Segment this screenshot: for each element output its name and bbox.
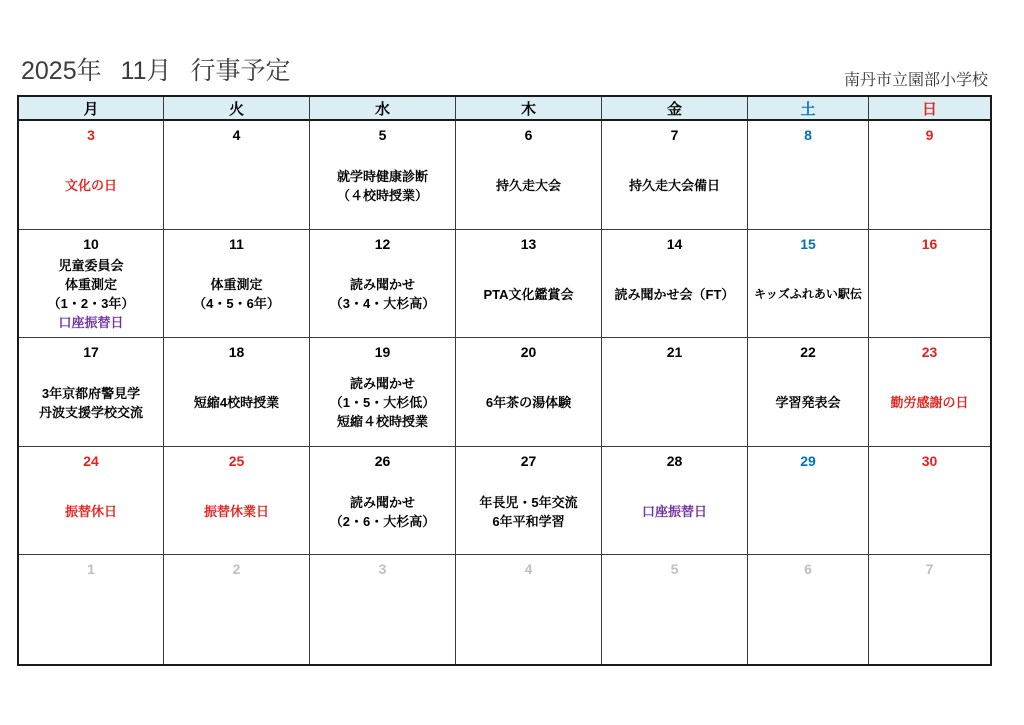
event-text: 短縮4校時授業 [193,395,280,411]
day-cell-next-month [164,555,310,664]
day-events [602,147,747,229]
day-cell [869,230,990,339]
day-number: 17 [83,344,99,361]
day-number: 6 [524,127,533,143]
day-events [602,364,747,446]
page-title: 2025年 11月 行事予定 [21,57,291,85]
weekday-label: 月 [83,100,99,118]
day-cell [19,121,164,230]
event-text: （3・4・大杉高） [329,296,436,312]
day-number: 11 [229,235,244,252]
day-cell [164,121,310,230]
event-text: 口座振替日 [58,315,124,331]
weekday-header-mon [19,97,164,121]
weekday-label: 水 [374,100,390,118]
day-events [456,581,601,664]
day-events [310,581,455,664]
day-events [748,581,868,664]
event-text: 読み聞かせ [349,277,415,293]
day-cell [602,230,748,339]
event-text: （４校時授業） [336,187,428,203]
day-number: 1 [87,561,95,578]
day-cell [456,121,602,230]
event-text: 短縮４校時授業 [336,414,428,430]
weekday-label: 金 [666,100,682,118]
day-cell-next-month [748,555,869,664]
day-cell [164,230,310,339]
day-events [748,147,868,229]
day-events [602,473,747,555]
event-text: 6年平和学習 [492,513,565,529]
event-text: （1・2・3年） [47,296,135,312]
day-number: 6 [804,561,812,578]
day-events [164,147,309,229]
day-events [748,473,868,555]
day-number: 4 [232,127,241,143]
day-cell [869,447,990,556]
day-number: 15 [800,235,816,252]
event-text: （4・5・6年） [193,296,280,312]
day-cell [602,447,748,556]
day-cell [164,447,310,556]
day-events [19,147,163,229]
event-text: 学習発表会 [775,395,841,411]
event-text: 3年京都府警見学 [41,385,141,401]
weekday-label: 火 [228,100,244,118]
day-events [456,147,601,229]
day-number: 13 [520,235,537,252]
day-number: 28 [666,452,683,469]
day-cell-next-month [869,555,990,664]
day-cell [748,447,869,556]
day-number: 19 [374,344,391,361]
day-number: 7 [925,561,934,578]
day-number: 5 [670,561,679,578]
event-text: 丹波支援学校交流 [38,404,143,420]
day-cell [869,338,990,447]
day-cell [748,338,869,447]
day-cell-next-month [19,555,164,664]
weekday-label: 日 [921,100,937,118]
weekday-header-fri [602,97,748,121]
day-events [456,364,601,446]
day-number: 14 [666,235,683,252]
event-text: （1・5・大杉低） [329,395,436,411]
event-text: （2・6・大杉高） [329,513,436,529]
day-number: 20 [520,344,537,361]
event-text: 体重測定 [64,277,117,293]
event-text: 読み聞かせ [349,494,415,510]
day-cell [869,121,990,230]
day-events [748,256,868,338]
event-text: PTA文化鑑賞会 [483,286,574,302]
day-events [602,256,747,338]
day-number: 26 [374,452,391,469]
day-number: 18 [228,344,245,361]
event-text: 体重測定 [210,277,263,293]
day-events [19,473,163,555]
day-events [602,581,747,664]
day-number: 27 [520,452,537,469]
day-events [456,473,601,555]
day-cell [19,338,164,447]
day-cell-next-month [310,555,456,664]
day-events [19,256,163,338]
day-number: 10 [83,235,99,252]
school-name: 南丹市立園部小学校 [843,72,988,89]
event-text: 年長児・5年交流 [479,494,578,510]
day-number: 21 [666,344,683,361]
day-events [310,473,455,555]
day-cell [456,230,602,339]
day-number: 30 [921,452,938,469]
weekday-label: 土 [800,100,816,118]
day-number: 9 [925,127,934,143]
day-cell [748,230,869,339]
weekday-header-tue [164,97,310,121]
weekday-header-sun [869,97,990,121]
day-cell-next-month [456,555,602,664]
day-events [456,256,601,338]
day-cell [310,230,456,339]
event-text: 読み聞かせ会（FT） [614,286,735,302]
event-text: 持久走大会 [495,178,561,194]
day-cell [19,447,164,556]
event-text: 読み聞かせ [349,376,415,392]
event-text: 振替休日 [64,504,117,520]
day-cell [310,338,456,447]
day-cell [164,338,310,447]
day-cell [456,447,602,556]
event-text: 文化の日 [64,178,117,194]
day-number: 12 [374,235,391,252]
weekday-header-sat [748,97,869,121]
day-events [869,256,990,338]
day-number: 25 [228,452,245,469]
day-cell [748,121,869,230]
day-number: 7 [670,127,679,143]
day-cell [310,447,456,556]
day-number: 16 [921,235,938,252]
day-events [19,364,163,446]
day-cell-next-month [602,555,748,664]
day-events [748,364,868,446]
day-number: 8 [804,127,812,143]
day-cell [19,230,164,339]
day-cell [602,338,748,447]
day-events [164,581,309,664]
event-text: 持久走大会備日 [628,178,720,194]
event-text: キッズふれあい駅伝 [754,286,862,301]
event-text: 勤労感謝の日 [890,395,969,411]
day-number: 23 [921,344,938,361]
day-events [310,256,455,338]
calendar-table [17,95,992,666]
day-events [310,364,455,446]
weekday-label: 木 [520,100,536,118]
day-events [869,147,990,229]
event-text: 振替休業日 [203,504,269,520]
day-number: 24 [83,452,99,469]
day-number: 3 [378,561,387,578]
day-cell [456,338,602,447]
day-number: 5 [378,127,387,143]
day-cell [602,121,748,230]
day-events [19,581,163,664]
day-events [869,473,990,555]
day-cell [310,121,456,230]
day-number: 22 [800,344,816,361]
day-events [869,581,990,664]
day-events [164,473,309,555]
day-events [310,147,455,229]
day-events [164,256,309,338]
day-number: 2 [232,561,241,578]
day-events [869,364,990,446]
event-text: 児童委員会 [58,258,124,274]
day-number: 4 [524,561,533,578]
weekday-header-wed [310,97,456,121]
weekday-header-thu [456,97,602,121]
day-events [164,364,309,446]
event-text: 6年茶の湯体験 [485,395,572,411]
event-text: 就学時健康診断 [336,168,428,184]
event-text: 口座振替日 [641,504,707,520]
day-number: 3 [87,127,95,143]
day-number: 29 [800,452,816,469]
